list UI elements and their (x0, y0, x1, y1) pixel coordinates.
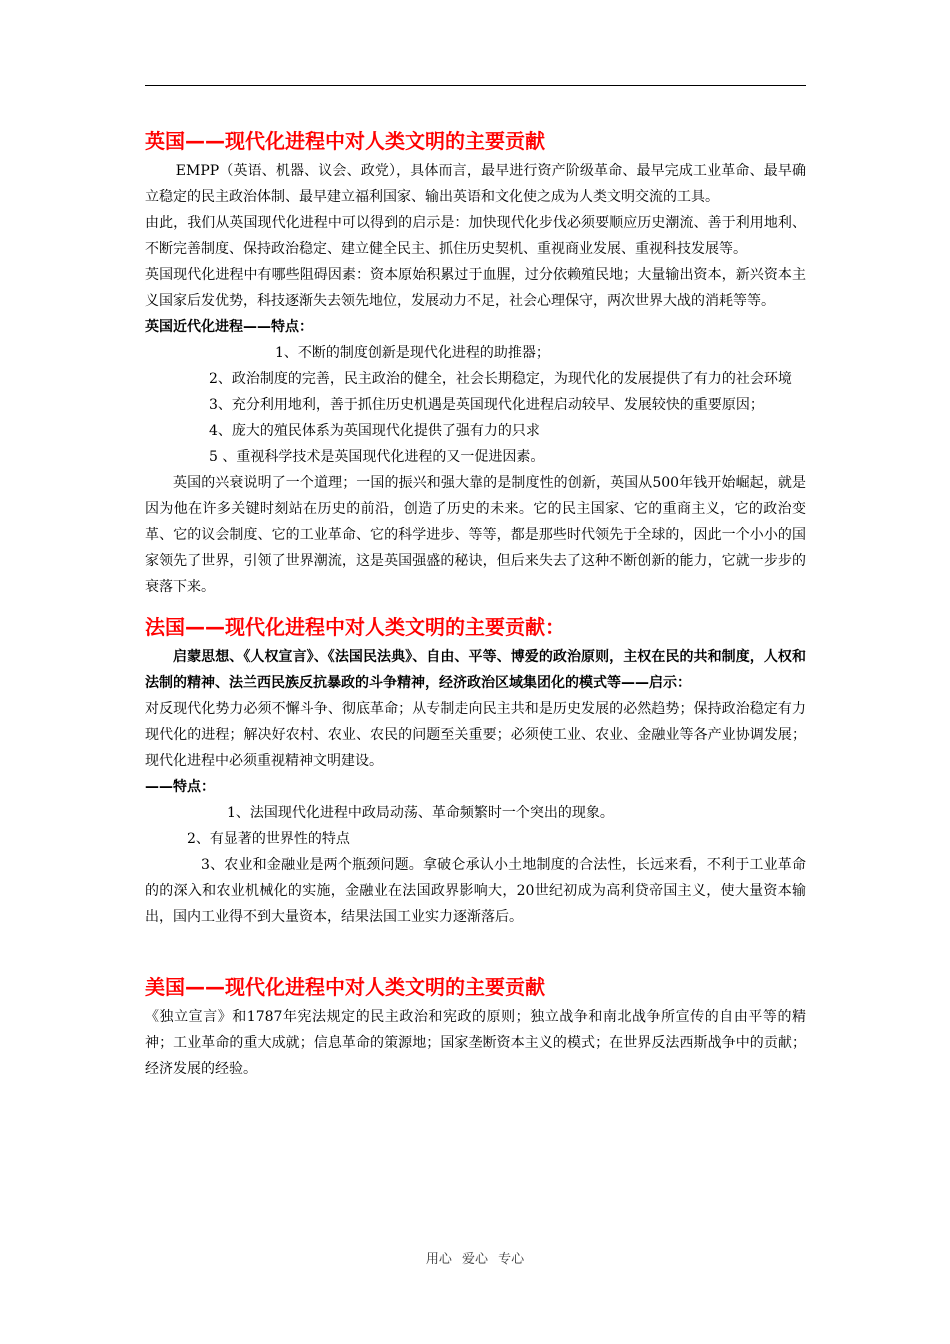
france-feature-2: 2、有显著的世界性的特点 (187, 831, 350, 847)
france-feature-1: 1、法国现代化进程中政局动荡、革命频繁时一个突出的现象。 (227, 805, 614, 821)
uk-contributions (145, 158, 806, 210)
uk-feature-3: 3、充分利用地利，善于抓住历史机遇是英国现代化进程启动较早、发展较快的重要原因； (209, 397, 764, 413)
header-rule (145, 85, 806, 86)
page-footer: 用心 爱心 专心 (425, 1252, 525, 1267)
uk-contributions-text: EMPP（英语、机器、议会、政党），具体而言，最早进行资产阶级革命、最早完成工业革命、最早确立稳定的民主政治体制、最早建立福利国家、输出英语和文化使之成为人类文明交流的工具。 (145, 163, 806, 205)
uk-heading: 英国——现代化进程中对人类文明的主要贡献 (145, 129, 545, 153)
uk-feature-5: 5 、重视科学技术是英国现代化进程的又一促进因素。 (209, 449, 545, 465)
uk-feature-4: 4、庞大的殖民体系为英国现代化提供了强有力的只求 (209, 423, 540, 439)
uk-obstacles: 英国现代化进程中有哪些阻碍因素：资本原始积累过于血腥，过分依赖殖民地；大量输出资本，新兴资本主义国家后发优势，科技逐渐失去领先地位，发展动力不足，社会心理保守，两次世界大战的消耗等等。 (145, 267, 806, 309)
uk-feature-1: 1、不断的制度创新是现代化进程的助推器； (275, 345, 550, 361)
france-feature-3: 3、农业和金融业是两个瓶颈问题。拿破仑承认小土地制度的合法性，长远来看，不利于工业革命的的深入和农业机械化的实施，金融业在法国政界影响大，20世纪初成为高利贷帝国主义，使大量资本输出，国内工业得不到大量资本，结果法国工业实力逐渐落后。 (145, 857, 806, 925)
usa-heading: 美国——现代化进程中对人类文明的主要贡献 (145, 975, 545, 999)
france-features-title: ——特点： (145, 779, 215, 795)
uk-summary: 英国的兴衰说明了一个道理；一国的振兴和强大靠的是制度性的创新，英国从500年钱开始崛起，就是因为他在许多关键时刻站在历史的前沿，创造了历史的未来。它的民主国家、它的重商主义，它的政治变革、它的议会制度、它的工业革命、它的科学进步、等等，都是那些时代领先于全球的，因此一个小小的国家领先了世界，引领了世界潮流，这是英国强盛的秘诀，但后来失去了这种不断创新的能力，它就一步步的衰落下来。 (145, 475, 806, 595)
uk-features-title: 英国近代化进程——特点： (145, 319, 313, 335)
usa-contributions: 《独立宣言》和1787年宪法规定的民主政治和宪政的原则；独立战争和南北战争所宣传的自由平等的精神；工业革命的重大成就；信息革命的策源地；国家垄断资本主义的模式；在世界反法西斯战争中的贡献；经济发展的经验。 (145, 1009, 806, 1077)
uk-lessons: 由此，我们从英国现代化进程中可以得到的启示是：加快现代化步伐必须要顺应历史潮流、善于利用地利、不断完善制度、保持政治稳定、建立健全民主、抓住历史契机、重视商业发展、重视科技发展等。 (145, 215, 806, 257)
france-lessons: 对反现代化势力必须不懈斗争、彻底革命；从专制走向民主共和是历史发展的必然趋势；保持政治稳定有力现代化的进程；解决好农村、农业、农民的问题至关重要；必须使工业、农业、金融业等各产业协调发展；现代化进程中必须重视精神文明建设。 (145, 701, 806, 769)
uk-feature-2: 2、政治制度的完善，民主政治的健全，社会长期稳定，为现代化的发展提供了有力的社会环境 (209, 371, 792, 387)
france-heading: 法国——现代化进程中对人类文明的主要贡献： (145, 615, 565, 639)
france-contributions: 启蒙思想、《人权宣言》、《法国民法典》、自由、平等、博爱的政治原则，主权在民的共和制度，人权和法制的精神、法兰西民族反抗暴政的斗争精神，经济政治区域集团化的模式等——启示： (145, 649, 806, 691)
document-body (145, 124, 806, 1082)
